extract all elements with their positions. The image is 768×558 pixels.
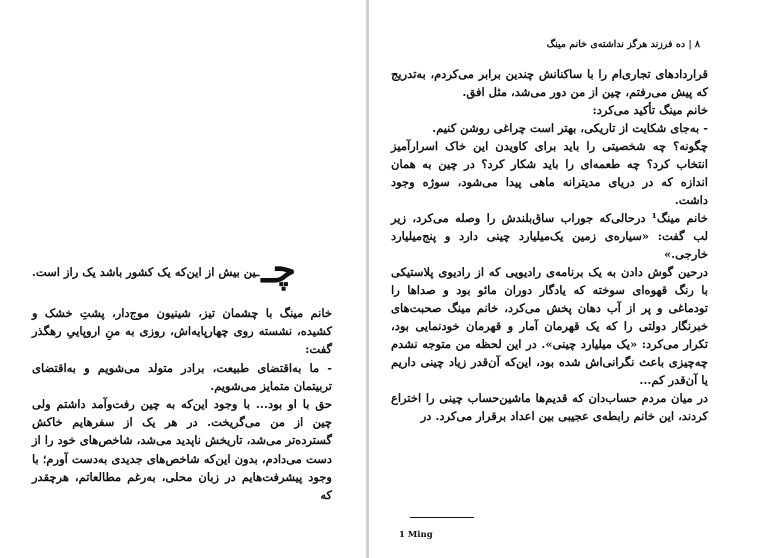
paragraph: خانم مینگ با چشمان تیز، شینیون موج‌دار، پشتِ خشک و کشیده، نشسته روی چهارپایه‌اش، روزی به منِ اروپاییِ رهگذر گفت: <box>32 306 332 357</box>
paragraph: قراردادهای تجاری‌ام را با ساکنانش چندین برابر می‌کردم، به‌تدریج که پیش می‌رفتم، چین از من دور می‌شد، مثل افق. <box>391 67 708 99</box>
left-page-body <box>32 304 332 504</box>
running-head: ۸| ده فرزند هرگز نداشته‌ی خانم مینگ <box>546 39 700 50</box>
opening-line: ـین بیش از این‌که یک کشور باشد یک راز است. <box>31 265 260 279</box>
running-head-title: ده فرزند هرگز نداشته‌ی خانم مینگ <box>546 39 686 50</box>
paragraph: خانم مینگ تأکید می‌کرد: <box>592 103 708 117</box>
paragraph: چگونه؟ چه شخصیتی را باید برای کاویدن این خاک اسرارآمیز انتخاب کرد؟ چه طعمه‌ای را باید شکار کرد؟ در چین به همان اندازه که در دریای مدیترانه ماهی پیدا می‌شود، سوژه وجود داشت. <box>391 139 708 207</box>
page-number: ۸ <box>694 39 700 50</box>
drop-cap: چـ <box>261 246 296 291</box>
left-page <box>0 0 366 558</box>
paragraph: درحین گوش دادن به یک برنامه‌ی رادیویی که از رادیوی پلاستیکی با رنگ قهوه‌ای سوخته که یادگار دوران مائو بود و صداها را تودماغی و پر از آب دهان پخش می‌کرد، خانم مینگ صحبت‌های خبرنگار دولتی را که یک قهرمان آمار و قهرمان خودنمایی بود، تکرار می‌کرد: «یک میلیارد چینی». در این لحظه من متوجه نشدم چه‌چیزی باعث نگرانی‌اش شده بود، این‌که آن‌قدر زیاد چینی داریم یا آن‌قدر کم... <box>391 265 708 387</box>
paragraph: خانم مینگ¹ درحالی‌که جوراب ساق‌بلندش را وصله می‌کرد، زیر لب گفت: «سیاره‌ی زمین یک‌میلیارد چینی دارد و پنج‌میلیارد خارجی.» <box>391 211 708 261</box>
footnote: 1 Ming <box>399 530 433 540</box>
footnote-rule <box>410 517 474 518</box>
right-page <box>369 0 768 558</box>
paragraph: - به‌جای شکایت از تاریکی، بهتر است چراغی روشن کنیم. <box>432 121 708 135</box>
right-page-body <box>391 65 708 425</box>
paragraph: در میان مردم حساب‌دان که قدیم‌ها ماشین‌حساب چینی را اختراع کردند، این خانم رابطه‌ی عجیبی بین اعداد برقرار می‌کرد. در <box>391 391 708 423</box>
chapter-opening <box>31 246 296 291</box>
paragraph: - ما به‌اقتضای طبیعت، برادر متولد می‌شویم و به‌اقتضای تربیتمان متمایز می‌شویم. <box>32 360 332 393</box>
paragraph: حق با او بود... با وجود این‌که به چین رفت‌وآمد داشتم ولی چین از من می‌گریخت. در هر یک از سفرهایم خاکش گسترده‌تر می‌شد، تاریخش ناپدید می‌شد، شاخص‌های خود را از دست می‌دادم، بدون این‌که شاخص‌های جدیدی به‌دست آورم؛ با وجود پیشرفت‌هایم در زبان محلی، به‌رغم مطالعاتم، هرچقدر که <box>32 397 332 503</box>
